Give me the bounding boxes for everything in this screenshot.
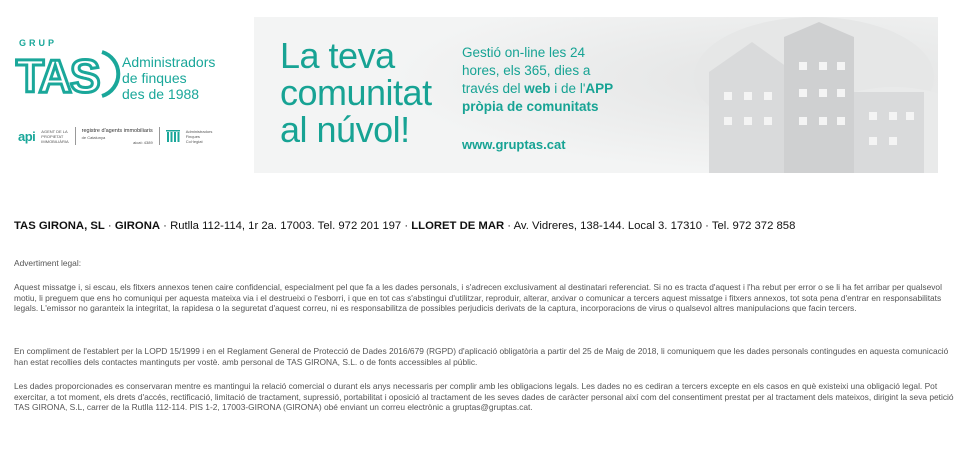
headline-line-1: La teva (280, 35, 395, 76)
legal-paragraph-2: En compliment de l'establert per la LOPD 15/1999 i en el Reglament General de Protecció de Dades 2016/679 (RGPD) d'aplicació obligatòria a partir del 25 de Maig de 2018, li comuniquem que les dades personals contingudes en aquesta comunicació han estat recollies dels contactes mantinguts per vostè. amb personal de TAS GIRONA, S.L. o de fonts accessibles al públic. (14, 346, 949, 367)
separator: · (104, 220, 115, 232)
legal-paragraph-1: Aquest missatge i, si escau, els fitxers annexos tenen caire confidencial, especialment pel que fa a les dades personals, i s'adrecen exclusivament al destinatari referenciat. Si no es tracta d'aquest i l'ha rebut per error o se li ha fet arribar per qualsevol motiu, li preguem que ens ho comuniqui per aquesta mateixa via i el destrueixi o l'esborri, i que en tot cas s'abstingui d'utilitzar, reproduir, alterar, arxivar o comunicar a tercers aquest missatge i fitxers annexos, tot sota pena d'entrar en responsabilitats legals. L'emissor no garanteix la integritat, la rapidesa o la seguretat d'aquest correu, ni es responsabilitza de possibles perjudicis derivats de la captura, incorporacions de virus o qualsevol altres manipulacions que facin tercers. (14, 282, 942, 313)
tagline-line-3 (462, 80, 677, 98)
promo-banner[interactable] (254, 17, 938, 173)
tas-logo-mark (14, 48, 124, 98)
registre-logo (82, 128, 153, 145)
columns-icon (166, 129, 180, 143)
banner-tagline (462, 44, 677, 116)
admin-line-3: des de 1988 (122, 86, 200, 102)
website-link[interactable]: www.gruptas.cat (462, 137, 566, 152)
company-name: TAS GIRONA, SL (14, 220, 105, 232)
tagline-text: i de l' (550, 81, 586, 96)
city-girona: GIRONA (114, 220, 161, 232)
girona-address: · Rutlla 112-114, 1r 2a. 17003. Tel. 972 201 197 · (160, 220, 412, 232)
admin-tagline (122, 54, 215, 102)
tagline-app: APP (585, 81, 614, 96)
tagline-line-4: pròpia de comunitats (462, 99, 599, 114)
colegi-text: Administradors Finques Col·legiat (185, 128, 213, 144)
address-line (14, 220, 795, 232)
gruptas-logo[interactable] (14, 30, 244, 150)
grup-label: GRUP (19, 38, 58, 48)
admin-line-2: de finques (122, 70, 187, 86)
tagline-line-2: hores, els 365, dies a (462, 63, 591, 78)
aicat-number: aicat: 4389 (133, 139, 153, 145)
lloret-address: · Av. Vidreres, 138-144. Local 3. 17310 · Tel. 972 372 858 (504, 220, 796, 232)
admin-line-1: Administradors (122, 54, 216, 70)
registre-subtitle: de Catalunya (81, 134, 106, 140)
tagline-web: web (524, 81, 551, 96)
registre-title: registre d'agents immobiliaris (81, 127, 153, 134)
affiliation-logos (18, 125, 248, 147)
legal-paragraph-3: Les dades proporcionades es conservaran mentre es mantingui la relació comercial o durant els anys necessaris per complir amb les obligacions legals. Les dades no es cediran a tercers excepte en els casos en què existeixi una obligació legal. Pot exercitar, a tot moment, els drets d'accés, rectificació, limitació de tractament, supressió, portabilitat i oposició al tractament de les seves dades de caràcter personal així com del consentiment prestat per al tractament dels mateixos, dirigint la seva petició TAS GIRONA, S.L, carrer de la Rutlla 112-114. PIS 1-2, 17003-GIRONA (GIRONA) obé enviant un correu electrònic a gruptas@gruptas.cat. (14, 381, 954, 412)
tagline-text: través del (462, 81, 525, 96)
headline-line-2: comunitat (280, 72, 432, 113)
svg-text:TAS: TAS (16, 50, 99, 98)
divider (159, 127, 160, 145)
headline-line-3: al núvol! (280, 109, 410, 150)
divider (75, 127, 76, 145)
tagline-line-1: Gestió on-line les 24 (462, 45, 586, 60)
legal-title: Advertiment legal: (14, 258, 82, 268)
api-logo: api (18, 128, 36, 144)
banner-headline (280, 37, 432, 148)
api-subtext: AGENT DE LA PROPIETAT IMMOBILIÀRIA (41, 128, 69, 144)
city-lloret: LLORET DE MAR (411, 220, 505, 232)
